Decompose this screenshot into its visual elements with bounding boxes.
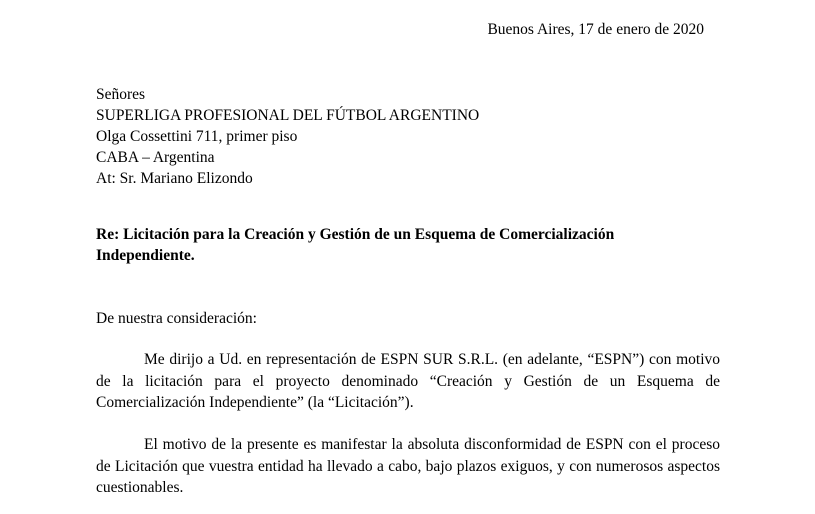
recipient-organization: SUPERLIGA PROFESIONAL DEL FÚTBOL ARGENTINO [96, 107, 480, 124]
recipient-street: Olga Cossettini 711, primer piso [96, 128, 298, 145]
recipient-city: CABA – Argentina [96, 149, 215, 166]
recipient-salutation-title: Señores [96, 86, 146, 103]
date-line: Buenos Aires, 17 de enero de 2020 [487, 21, 704, 38]
recipient-attention: At: Sr. Mariano Elizondo [96, 170, 253, 187]
subject-line: Re: Licitación para la Creación y Gestión de un Esquema de Comercialización Independiente. [96, 226, 615, 264]
body-paragraph-2: El motivo de la presente es manifestar la absoluta disconformidad de ESPN con el proceso de Licitación que vuestra entidad ha llevado a cabo, bajo plazos exiguos, y con numerosos aspectos cuestionables. [96, 436, 720, 496]
recipient-address [96, 84, 479, 189]
greeting: De nuestra consideración: [96, 310, 257, 327]
body-paragraph-1: Me dirijo a Ud. en representación de ESPN SUR S.R.L. (en adelante, “ESPN”) con motivo de la licitación para el proyecto denominado “Creación y Gestión de un Esquema de Comercialización Independiente” (la “Licitación”). [96, 351, 720, 411]
